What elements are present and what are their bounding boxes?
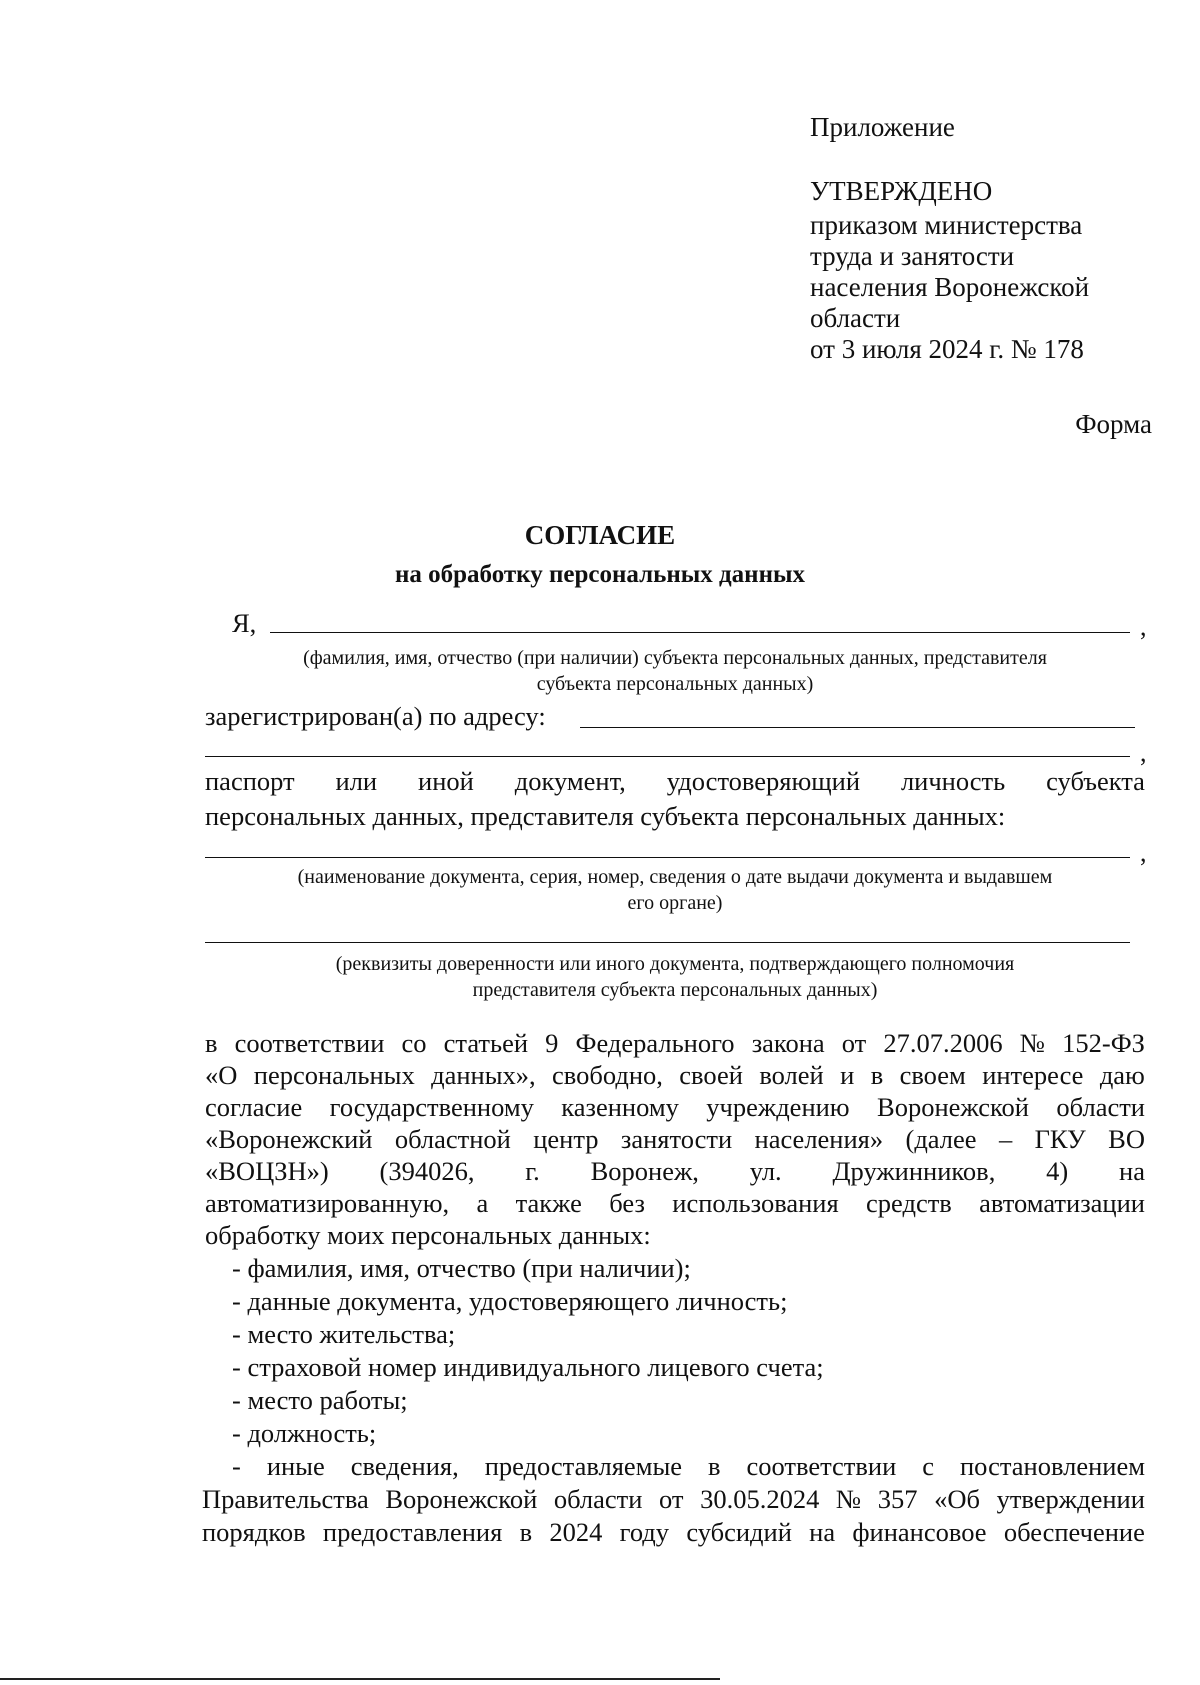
comma: , xyxy=(1140,612,1147,641)
list-item: - место жительства; xyxy=(232,1319,456,1349)
fio-input-line[interactable] xyxy=(270,632,1130,633)
body-line: порядков предоставления в 2024 году субсидий на финансовое обеспечение xyxy=(202,1517,1145,1547)
list-item: - данные документа, удостоверяющего личность; xyxy=(232,1286,788,1316)
address-input-line[interactable] xyxy=(580,727,1135,728)
ya-label: Я, xyxy=(232,608,257,638)
body-line: автоматизированную, а также без использования средств автоматизации xyxy=(205,1188,1145,1218)
list-item: - фамилия, имя, отчество (при наличии); xyxy=(232,1253,691,1283)
form-label: Форма xyxy=(1075,409,1152,439)
comma: , xyxy=(1140,838,1147,867)
approval-line: приказом министерства xyxy=(810,210,1083,240)
passport-line-2: персональных данных, представителя субъекта персональных данных: xyxy=(205,801,1006,831)
body-line: в соответствии со статьей 9 Федерального закона от 27.07.2006 № 152-ФЗ xyxy=(205,1028,1145,1058)
approval-order-date: от 3 июля 2024 г. № 178 xyxy=(810,334,1084,364)
document-title: СОГЛАСИЕ xyxy=(524,520,676,550)
proxy-input-line[interactable] xyxy=(205,942,1130,943)
body-line: «ВОЦЗН») (394026, г. Воронеж, ул. Дружинников, 4) на xyxy=(205,1156,1145,1186)
body-line: согласие государственному казенному учреждению Воронежской области xyxy=(205,1092,1145,1122)
fio-caption: (фамилия, имя, отчество (при наличии) субъекта персональных данных, представителя субъекта персональных данных) xyxy=(303,647,1047,695)
approval-line: населения Воронежской xyxy=(810,272,1090,302)
address-label: зарегистрирован(а) по адресу: xyxy=(205,701,546,731)
body-line: обработку моих персональных данных: xyxy=(205,1220,651,1250)
body-line: «О персональных данных», свободно, своей волей и в своем интересе даю xyxy=(205,1060,1145,1090)
list-item: - место работы; xyxy=(232,1385,408,1415)
body-line: «Воронежский областной центр занятости населения» (далее – ГКУ ВО xyxy=(205,1124,1145,1154)
passport-line-1: паспорт или иной документ, удостоверяющий личность субъекта xyxy=(205,766,1145,796)
document-caption: (наименование документа, серия, номер, сведения о дате выдачи документа и выдавшем его органе) xyxy=(297,866,1053,914)
document-input-line[interactable] xyxy=(205,857,1130,858)
approval-line: области xyxy=(810,303,901,333)
document-subtitle: на обработку персональных данных xyxy=(395,561,805,588)
proxy-caption: (реквизиты доверенности или иного документа, подтверждающего полномочия представителя субъекта персональных данных) xyxy=(335,953,1015,1001)
scan-edge-line xyxy=(0,1678,720,1680)
approved-label: УТВЕРЖДЕНО xyxy=(810,176,993,206)
approval-line: труда и занятости xyxy=(810,241,1015,271)
body-line: - иные сведения, предоставляемые в соответствии с постановлением xyxy=(232,1451,1145,1481)
body-line: Правительства Воронежской области от 30.05.2024 № 357 «Об утверждении xyxy=(202,1484,1145,1514)
list-item: - должность; xyxy=(232,1418,377,1448)
address-input-line-2[interactable] xyxy=(205,756,1130,757)
appendix-label: Приложение xyxy=(810,112,955,142)
comma: , xyxy=(1140,738,1147,767)
list-item: - страховой номер индивидуального лицевого счета; xyxy=(232,1352,824,1382)
